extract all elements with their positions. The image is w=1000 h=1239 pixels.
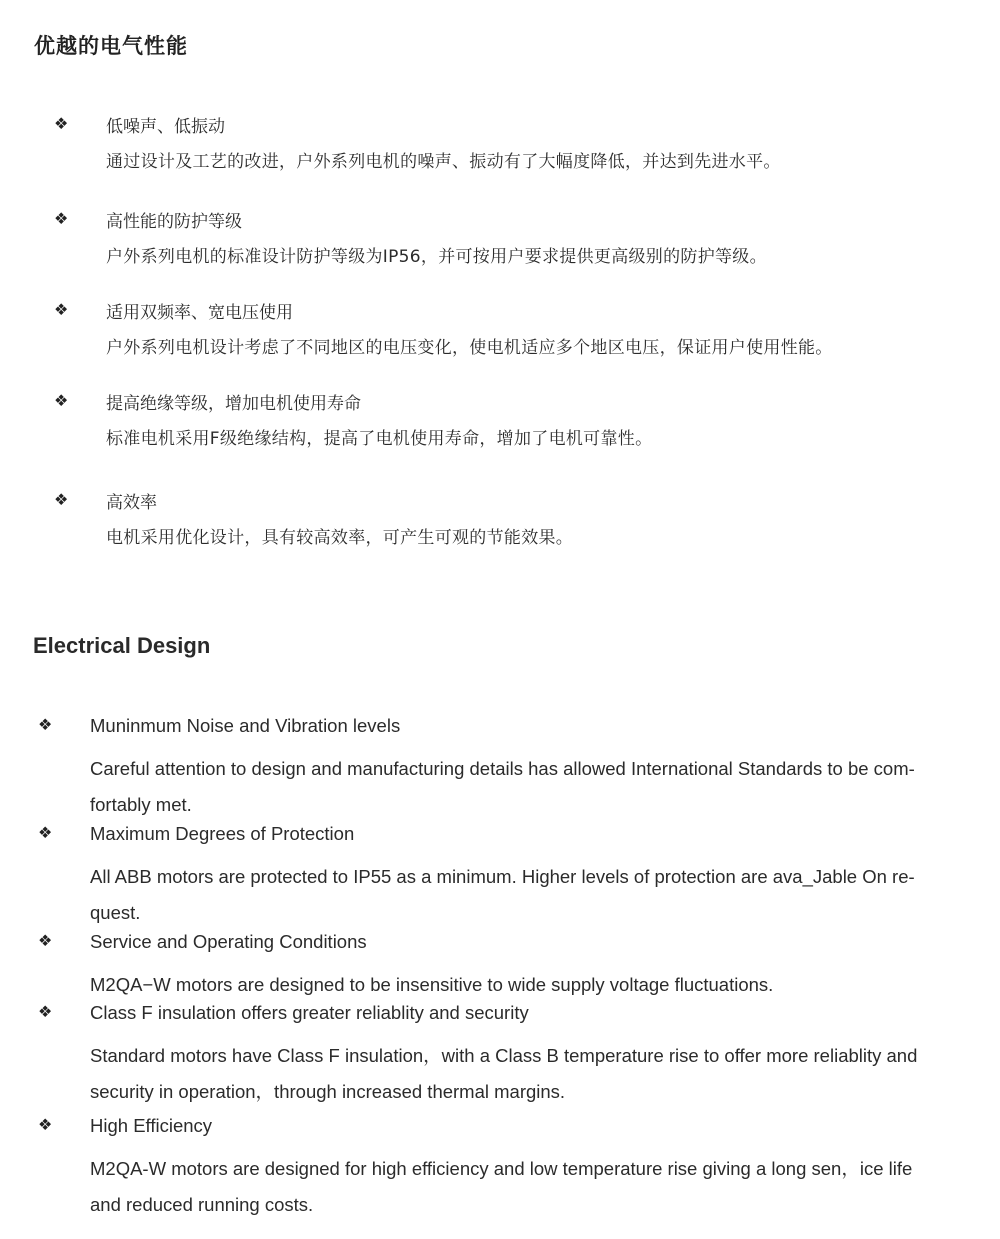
zh-item-desc: 通过设计及工艺的改进，户外系列电机的噪声、振动有了大幅度降低，并达到先进水平。 — [106, 152, 781, 172]
en-heading: Electrical Design — [33, 633, 211, 658]
en-item-desc — [90, 967, 985, 1003]
zh-item-title: 高效率 — [106, 493, 157, 513]
diamond-bullet-icon: ❖ — [54, 490, 69, 509]
desc-line: Careful attention to design and manufacturing details has allowed International Standards to be com- — [90, 758, 915, 779]
diamond-bullet-icon: ❖ — [38, 825, 53, 842]
diamond-bullet-icon: ❖ — [54, 391, 69, 410]
diamond-bullet-icon: ❖ — [38, 717, 53, 734]
en-item-title: High Efficiency — [90, 1115, 213, 1136]
diamond-bullet-icon: ❖ — [38, 1004, 53, 1021]
desc-line: and reduced running costs. — [90, 1194, 314, 1215]
desc-line: quest. — [90, 902, 141, 923]
desc-line: All ABB motors are protected to IP55 as a minimum. Higher levels of protection are ava_Jable On re- — [90, 866, 915, 887]
en-item-title: Service and Operating Conditions — [90, 931, 367, 952]
en-item-desc — [90, 1151, 985, 1223]
zh-item-title: 提高绝缘等级，增加电机使用寿命 — [106, 394, 361, 414]
en-item-title: Maximum Degrees of Protection — [90, 823, 355, 844]
zh-item-title: 低噪声、低振动 — [106, 117, 225, 137]
en-item-desc — [90, 1038, 985, 1110]
zh-item-desc: 户外系列电机设计考虑了不同地区的电压变化，使电机适应多个地区电压，保证用户使用性能。 — [106, 338, 833, 358]
zh-item-desc: 电机采用优化设计，具有较高效率，可产生可观的节能效果。 — [106, 528, 574, 548]
desc-line: Standard motors have Class F insulation，with a Class B temperature rise to offer more reliablity and — [90, 1045, 918, 1066]
en-item-desc — [90, 751, 985, 823]
diamond-bullet-icon: ❖ — [38, 933, 53, 950]
zh-heading: 优越的电气性能 — [34, 34, 188, 58]
en-item-title: Muninmum Noise and Vibration levels — [90, 715, 401, 736]
diamond-bullet-icon: ❖ — [38, 1117, 53, 1134]
desc-line: M2QA-W motors are designed for high efficiency and low temperature rise giving a long sen，ice life — [90, 1158, 913, 1179]
desc-line: M2QA−W motors are designed to be insensitive to wide supply voltage fluctuations. — [90, 974, 774, 995]
en-item-title: Class F insulation offers greater reliablity and security — [90, 1002, 529, 1023]
diamond-bullet-icon: ❖ — [54, 300, 69, 319]
diamond-bullet-icon: ❖ — [54, 209, 69, 228]
desc-line: fortably met. — [90, 794, 192, 815]
zh-item-desc: 户外系列电机的标准设计防护等级为IP56，并可按用户要求提供更高级别的防护等级。 — [106, 247, 767, 267]
diamond-bullet-icon: ❖ — [54, 114, 69, 133]
en-item-desc — [90, 859, 985, 931]
zh-item-title: 高性能的防护等级 — [106, 212, 242, 232]
desc-line: security in operation，through increased thermal margins. — [90, 1081, 566, 1102]
zh-item-desc: 标准电机采用F级绝缘结构，提高了电机使用寿命，增加了电机可靠性。 — [106, 429, 653, 449]
zh-item-title: 适用双频率、宽电压使用 — [106, 303, 293, 323]
